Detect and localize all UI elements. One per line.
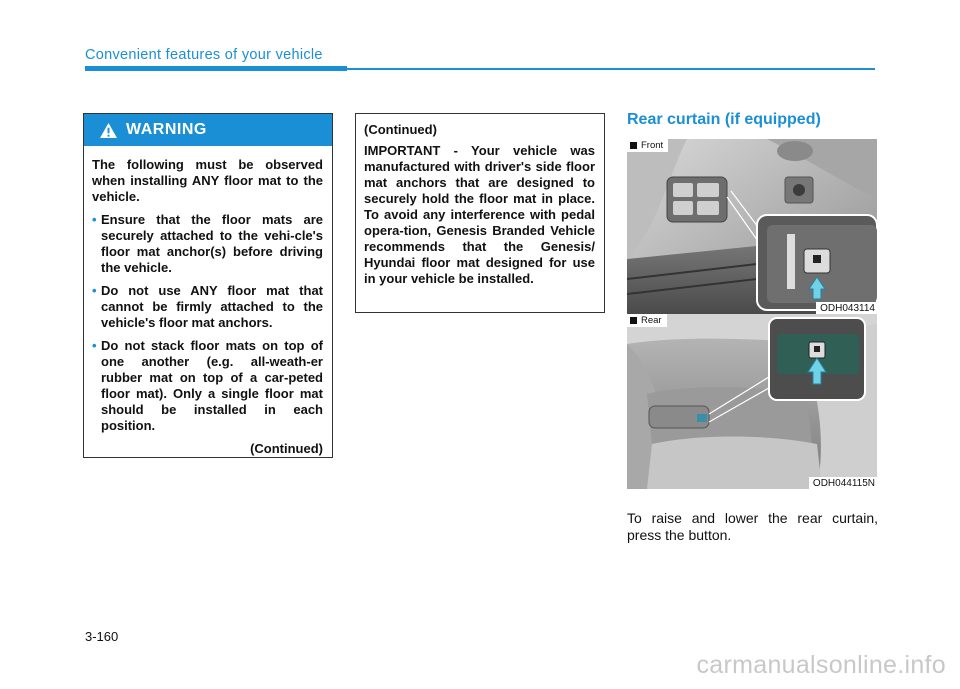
continued-warning-box	[355, 113, 605, 313]
warning-bullet-text: Ensure that the floor mats are securely attached to the vehi-cle's floor mat anchor(s) before driving the vehicle.	[101, 212, 323, 275]
warning-box	[83, 113, 333, 458]
figure-rear	[627, 314, 877, 489]
continued-title: (Continued)	[364, 122, 437, 137]
page-number: 3-160	[85, 629, 119, 644]
bullet-dot-icon: •	[92, 212, 97, 227]
warning-bullet	[92, 212, 323, 276]
watermark: carmanualsonline.info	[696, 651, 946, 679]
bullet-dot-icon: •	[92, 283, 97, 298]
continued-text: IMPORTANT - Your vehicle was manufactured with driver's side floor mat anchors that are designed to securely hold the floor mat in place. To avoid any interference with pedal opera-tion, Genesis Branded Vehicle recommends that the Genesis/ Hyundai floor mat designed for use in your vehicle be installed.	[364, 143, 595, 286]
warning-bullet	[92, 338, 323, 434]
warning-bullet-text: Do not stack floor mats on top of one another (e.g. all-weath-er rubber mat on top of a car-peted floor mat). Only a single floor mat should be installed in each position.	[101, 338, 323, 433]
figure-tag-text: Rear	[641, 315, 662, 326]
section-header-title: Convenient features of your vehicle	[85, 47, 323, 63]
header-rule-thick	[85, 66, 347, 71]
warning-bullet-text: Do not use ANY floor mat that cannot be firmly attached to the vehicle's floor mat anchors.	[101, 283, 323, 330]
section-title: Rear curtain (if equipped)	[627, 111, 821, 128]
rear-seat-illustration	[627, 314, 877, 489]
warning-body	[84, 146, 332, 457]
square-bullet-icon	[630, 317, 637, 324]
warning-label: WARNING	[126, 121, 207, 138]
figure-tag-text: Front	[641, 140, 664, 151]
warning-triangle-icon	[99, 122, 118, 139]
figure-tag	[627, 139, 668, 152]
figure-front	[627, 139, 877, 314]
square-bullet-icon	[630, 142, 637, 149]
warning-continued: (Continued)	[250, 441, 323, 456]
warning-header	[84, 114, 332, 146]
header-rule-thin	[347, 68, 875, 70]
section-caption: To raise and lower the rear curtain, press the button.	[627, 510, 878, 543]
warning-intro: The following must be observed when installing ANY floor mat to the vehicle.	[92, 157, 323, 204]
figure-code: ODH043114	[816, 302, 877, 314]
bullet-dot-icon: •	[92, 338, 97, 353]
warning-bullet	[92, 283, 323, 331]
front-console-illustration	[627, 139, 877, 314]
figure-tag	[627, 314, 667, 327]
figure-code: ODH044115N	[809, 477, 877, 489]
